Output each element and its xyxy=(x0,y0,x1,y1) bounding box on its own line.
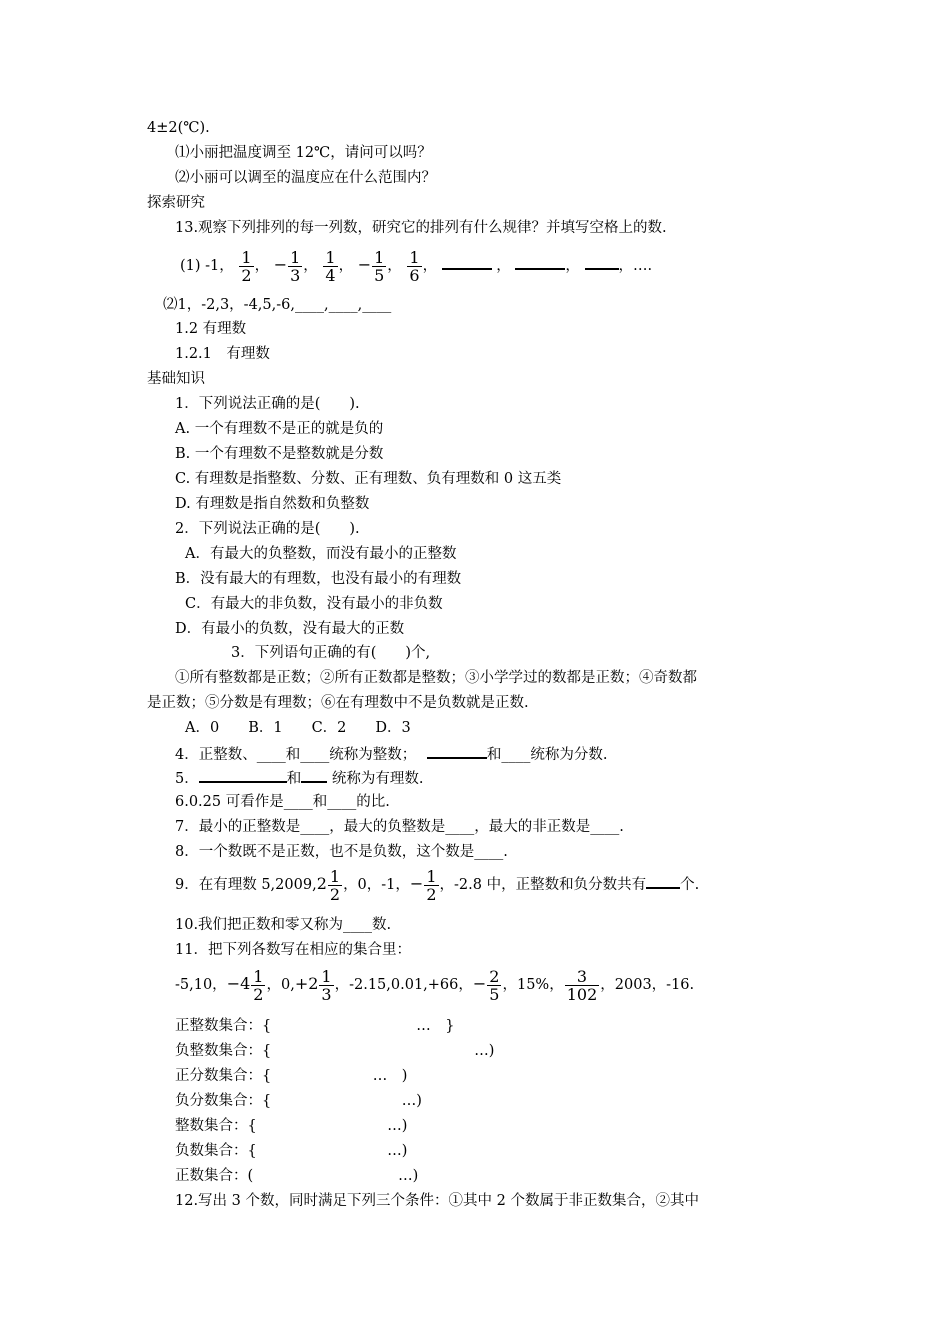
answer-blank[interactable] xyxy=(442,254,492,270)
question-4: 4．正整数、____和____统称为整数； 和____统称为分数. xyxy=(175,743,607,765)
question-2: 2．下列说法正确的是( ). xyxy=(175,521,360,537)
q-part-2: ⑵小丽可以调至的温度应在什么范围内？ xyxy=(175,170,436,186)
answer-blank[interactable] xyxy=(646,873,680,889)
q-part-1: ⑴小丽把温度调至 12℃，请问可以吗？ xyxy=(175,145,432,161)
option-d: D. 有理数是指自然数和负整数 xyxy=(175,496,370,512)
section-heading-basics: 基础知识 xyxy=(147,371,205,387)
subsection-title: 1.2.1 有理数 xyxy=(175,346,270,362)
answer-blank[interactable] xyxy=(585,254,619,270)
question-10: 10.我们把正数和零又称为____数. xyxy=(175,917,392,933)
answer-blank[interactable] xyxy=(427,743,487,759)
question-1: 1．下列说法正确的是( ). xyxy=(175,396,360,412)
question-13: 13.观察下列排列的每一列数，研究它的排列有什么规律？并填写空格上的数. xyxy=(175,220,667,236)
set-negative-fractions: 负分数集合：{ …) xyxy=(175,1093,422,1109)
question-12: 12.写出 3 个数，同时满足下列三个条件：①其中 2 个数属于非正数集合，②其中 xyxy=(175,1193,699,1209)
part-label: (1) xyxy=(180,258,201,274)
set-positive-numbers: 正数集合：( …) xyxy=(175,1168,419,1184)
fraction: $\frac{1}{6}$ xyxy=(409,247,420,285)
question-13-part-2: ⑵1，-2,3，-4,5,-6,____,____,____ xyxy=(163,297,392,313)
answer-blank[interactable] xyxy=(515,254,565,270)
option-a: A. 一个有理数不是正的就是负的 xyxy=(175,421,384,437)
question-7: 7．最小的正整数是____，最大的负整数是____，最大的非正数是____. xyxy=(175,819,624,835)
question-8: 8．一个数既不是正数，也不是负数，这个数是____. xyxy=(175,844,508,860)
question-11-numbers: -5,10，−4 $\frac{1}{2}$ ，0,+2 $\frac{1}{3}$ ，-2.15,0.01,+66，− $\frac{2}{5}$ ，15%， $\frac{3}{102}$ ，2003，-16. xyxy=(175,966,695,1004)
option-c: C．有最大的非负数，没有最小的非负数 xyxy=(185,596,443,612)
question-9: 9．在有理数 5,2009,2 $\frac{1}{2}$ ，0，-1，− $\frac{1}{2}$ ，-2.8 中，正整数和负分数共有 个. xyxy=(175,866,700,904)
question-3-statements-cont: 是正数；⑤分数是有理数；⑥在有理数中不是负数就是正数. xyxy=(147,695,529,711)
fraction: $\frac{1}{5}$ xyxy=(374,247,385,285)
section-heading-explore: 探索研究 xyxy=(147,195,205,211)
term: -1， xyxy=(205,258,234,274)
section-title: 1.2 有理数 xyxy=(175,321,247,337)
question-3: 3．下列语句正确的有( )个, xyxy=(231,645,431,661)
set-integers: 整数集合：{ …) xyxy=(175,1118,408,1134)
fraction: $\frac{2}{5}$ xyxy=(489,966,500,1004)
set-negative-numbers: 负数集合：{ …) xyxy=(175,1143,408,1159)
option-a: A．有最大的负整数，而没有最小的正整数 xyxy=(185,546,457,562)
fraction: $\frac{1}{2}$ xyxy=(426,866,437,904)
fraction: $\frac{1}{2}$ xyxy=(329,866,341,904)
fraction: $\frac{3}{102}$ xyxy=(566,966,598,1004)
answer-blank[interactable] xyxy=(301,767,327,783)
question-5: 5． 和 统称为有理数. xyxy=(175,767,423,789)
fraction: $\frac{1}{4}$ xyxy=(325,247,336,285)
fraction: $\frac{1}{2}$ xyxy=(241,247,252,285)
answer-blank[interactable] xyxy=(199,767,287,783)
question-11: 11．把下列各数写在相应的集合里： xyxy=(175,942,411,958)
set-negative-integers: 负整数集合：{ …) xyxy=(175,1043,495,1059)
option-c: C. 有理数是指整数、分数、正有理数、负有理数和 0 这五类 xyxy=(175,471,562,487)
question-6: 6.0.25 可看作是____和____的比. xyxy=(175,794,390,810)
question-3-options: A．0 B．1 C．2 D．3 xyxy=(185,720,411,736)
fraction: $\frac{1}{3}$ xyxy=(290,247,301,285)
temperature-range-line: 4±2(℃). xyxy=(147,120,210,136)
option-d: D．有最小的负数，没有最大的正数 xyxy=(175,621,405,637)
question-13-sequence: (1) -1， $\frac{1}{2}$ ， − $\frac{1}{3}$ ， $\frac{1}{4}$ ， − $\frac{1}{5}$ ， $\frac{1}{6}$ ， ， ， ，…. xyxy=(180,247,653,285)
fraction: $\frac{1}{2}$ xyxy=(253,966,264,1004)
fraction: $\frac{1}{3}$ xyxy=(321,966,332,1004)
set-positive-integers: 正整数集合：{ … } xyxy=(175,1018,455,1034)
option-b: B．没有最大的有理数，也没有最小的有理数 xyxy=(175,571,462,587)
option-b: B. 一个有理数不是整数就是分数 xyxy=(175,446,384,462)
question-3-statements: ①所有整数都是正数；②所有正数都是整数；③小学学过的数都是正数；④奇数都 xyxy=(175,670,697,686)
set-positive-fractions: 正分数集合：{ … ) xyxy=(175,1068,408,1084)
